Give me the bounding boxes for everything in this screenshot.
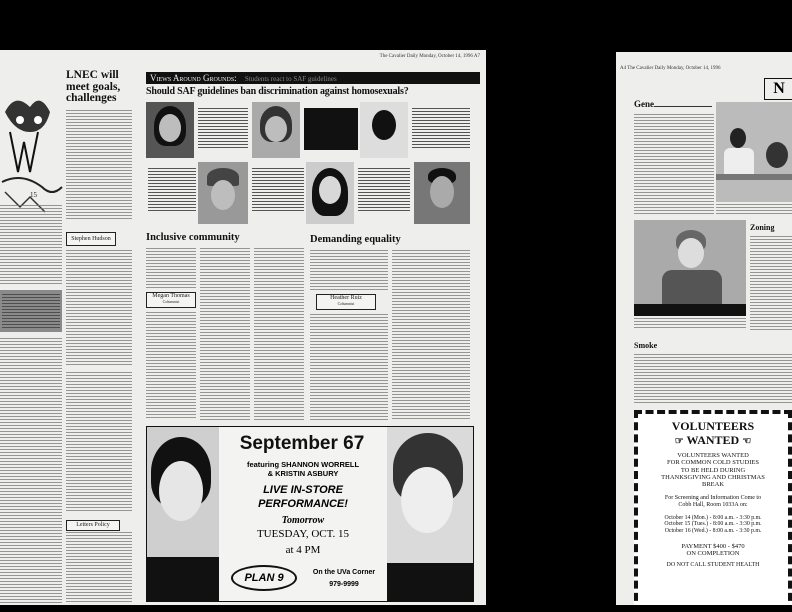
vol-line: VOLUNTEERS WANTED: [677, 451, 749, 459]
left-column-text: [0, 338, 62, 603]
byline: Stephen Hudson: [71, 236, 111, 242]
letters-label: Letters Policy: [76, 522, 110, 528]
ad-event1: LIVE IN-STORE: [263, 484, 343, 496]
byline-role: Columnist: [162, 299, 180, 304]
council-photo: [634, 220, 746, 316]
student-photo: [360, 102, 408, 158]
letters-policy-label: [66, 520, 120, 531]
byline-box: [66, 232, 116, 246]
ad-photo-right: [387, 427, 473, 601]
folio: The Cavalier Daily Monday, October 14, 1996 A7: [379, 54, 480, 59]
story-gene-headline: Gene: [634, 99, 654, 109]
vol-date: October 15 (Tues.) - 8:00 a.m. - 3:30 p.m.: [664, 521, 762, 528]
vol-date: October 14 (Mon.) - 8:00 a.m. - 3:30 p.m.: [664, 514, 762, 521]
opinion-left-text: [200, 248, 250, 420]
story-gene-text: [634, 114, 714, 214]
left-column-text: [66, 532, 132, 602]
student-photo: [198, 162, 248, 224]
vol-completion: ON COMPLETION: [686, 550, 740, 558]
ad-featuring2: & KRISTIN ASBURY: [267, 469, 339, 478]
story-smoke-text: [634, 354, 792, 404]
opinion-right-text: [310, 250, 388, 290]
right-page: [616, 52, 792, 605]
section-letter: N: [764, 78, 792, 100]
opinion-right-text: [392, 250, 470, 420]
vol-title1: VOLUNTEERS: [671, 419, 755, 433]
byline: Heather Ruiz: [330, 295, 362, 301]
folio: A4 The Cavalier Daily Monday, October 14, 1996: [620, 66, 721, 71]
question-headline: Should SAF guidelines ban discrimination against homosexuals?: [146, 86, 409, 97]
ad-phone: 979-9999: [329, 581, 359, 588]
ad-featuring: featuring SHANNON WORRELL: [246, 460, 360, 469]
headline-line: meet goals,: [66, 80, 121, 93]
ad-when2: TUESDAY, OCT. 15: [256, 528, 350, 540]
vol-line: FOR COMMON COLD STUDIES: [667, 459, 759, 467]
opinion-left-headline: Inclusive community: [146, 232, 240, 243]
ad-event2: PERFORMANCE!: [258, 498, 348, 510]
volunteers-ad: [634, 410, 792, 605]
student-quote: [198, 108, 248, 148]
vol-screen: Cobb Hall, Room 1033A on:: [678, 501, 748, 508]
student-quote: [412, 108, 470, 150]
left-column-text: [66, 250, 132, 365]
opinion-left-text: [146, 312, 196, 420]
ad-when1: Tomorrow: [281, 515, 325, 526]
story-zoning-text: [750, 236, 792, 332]
hand-icon: ☜: [742, 435, 752, 447]
classroom-photo: [716, 102, 792, 202]
student-photo: [252, 102, 300, 158]
vol-line: THANKSGIVING AND CHRISTMAS: [661, 474, 765, 481]
plan9-logo: [231, 565, 297, 591]
left-headline: [66, 70, 132, 105]
byline-role: Columnist: [337, 301, 355, 306]
story-smoke-headline: Smoke: [634, 341, 658, 350]
opinion-right-text: [310, 314, 388, 420]
opinion-right-byline: [316, 294, 376, 310]
ad-time: at 4 PM: [285, 544, 321, 556]
divider: [654, 106, 712, 107]
left-column-text: [66, 110, 132, 220]
student-photo: [146, 102, 194, 158]
ad-location: On the UVa Corner: [312, 569, 376, 576]
opinion-right-headline: Demanding equality: [310, 234, 401, 245]
student-quote: [304, 108, 358, 150]
opinion-left-text: [254, 248, 304, 420]
opinion-left-byline: [146, 292, 196, 308]
vol-date: October 16 (Wed.) - 8:00 a.m. - 3:30 p.m.: [664, 528, 762, 535]
banner-sub: Students react to SAF guidelines: [244, 75, 337, 83]
headline-line: LNEC will: [66, 69, 119, 81]
student-quote: [358, 168, 410, 212]
left-page: [0, 50, 134, 605]
vol-title2: [638, 434, 788, 448]
left-column-text: [0, 205, 62, 285]
banner-title: Views Around Grounds:: [150, 73, 237, 83]
september-67-ad: [146, 426, 474, 602]
student-quote: [252, 168, 304, 212]
vol-payment: PAYMENT $400 - $470: [681, 542, 745, 550]
byline: Megan Thomas: [152, 293, 190, 299]
pull-quote: [0, 290, 62, 332]
left-column-text: [66, 372, 132, 512]
vol-line: TO BE HELD DURING: [680, 466, 746, 474]
opinion-left-text: [146, 248, 196, 288]
vol-line: BREAK: [701, 481, 725, 489]
headline-line: challenges: [66, 92, 117, 104]
center-page: [134, 50, 486, 605]
student-photo: [306, 162, 354, 224]
hand-icon: ☞: [674, 435, 684, 447]
student-photo: [414, 162, 470, 224]
views-banner: [146, 72, 480, 84]
svg-text:15: 15: [30, 191, 37, 199]
student-quote: [148, 168, 196, 212]
story-zoning-headline: Zoning: [750, 223, 775, 232]
store-name: PLAN 9: [244, 572, 284, 584]
photo-caption: [716, 204, 792, 214]
vol-title2-text: WANTED: [686, 432, 740, 447]
vol-footer: DO NOT CALL STUDENT HEALTH: [666, 561, 760, 568]
photo-caption: [634, 318, 746, 328]
vol-screen: For Screening and Information Come to: [664, 494, 762, 501]
ad-band: September 67: [239, 433, 365, 454]
